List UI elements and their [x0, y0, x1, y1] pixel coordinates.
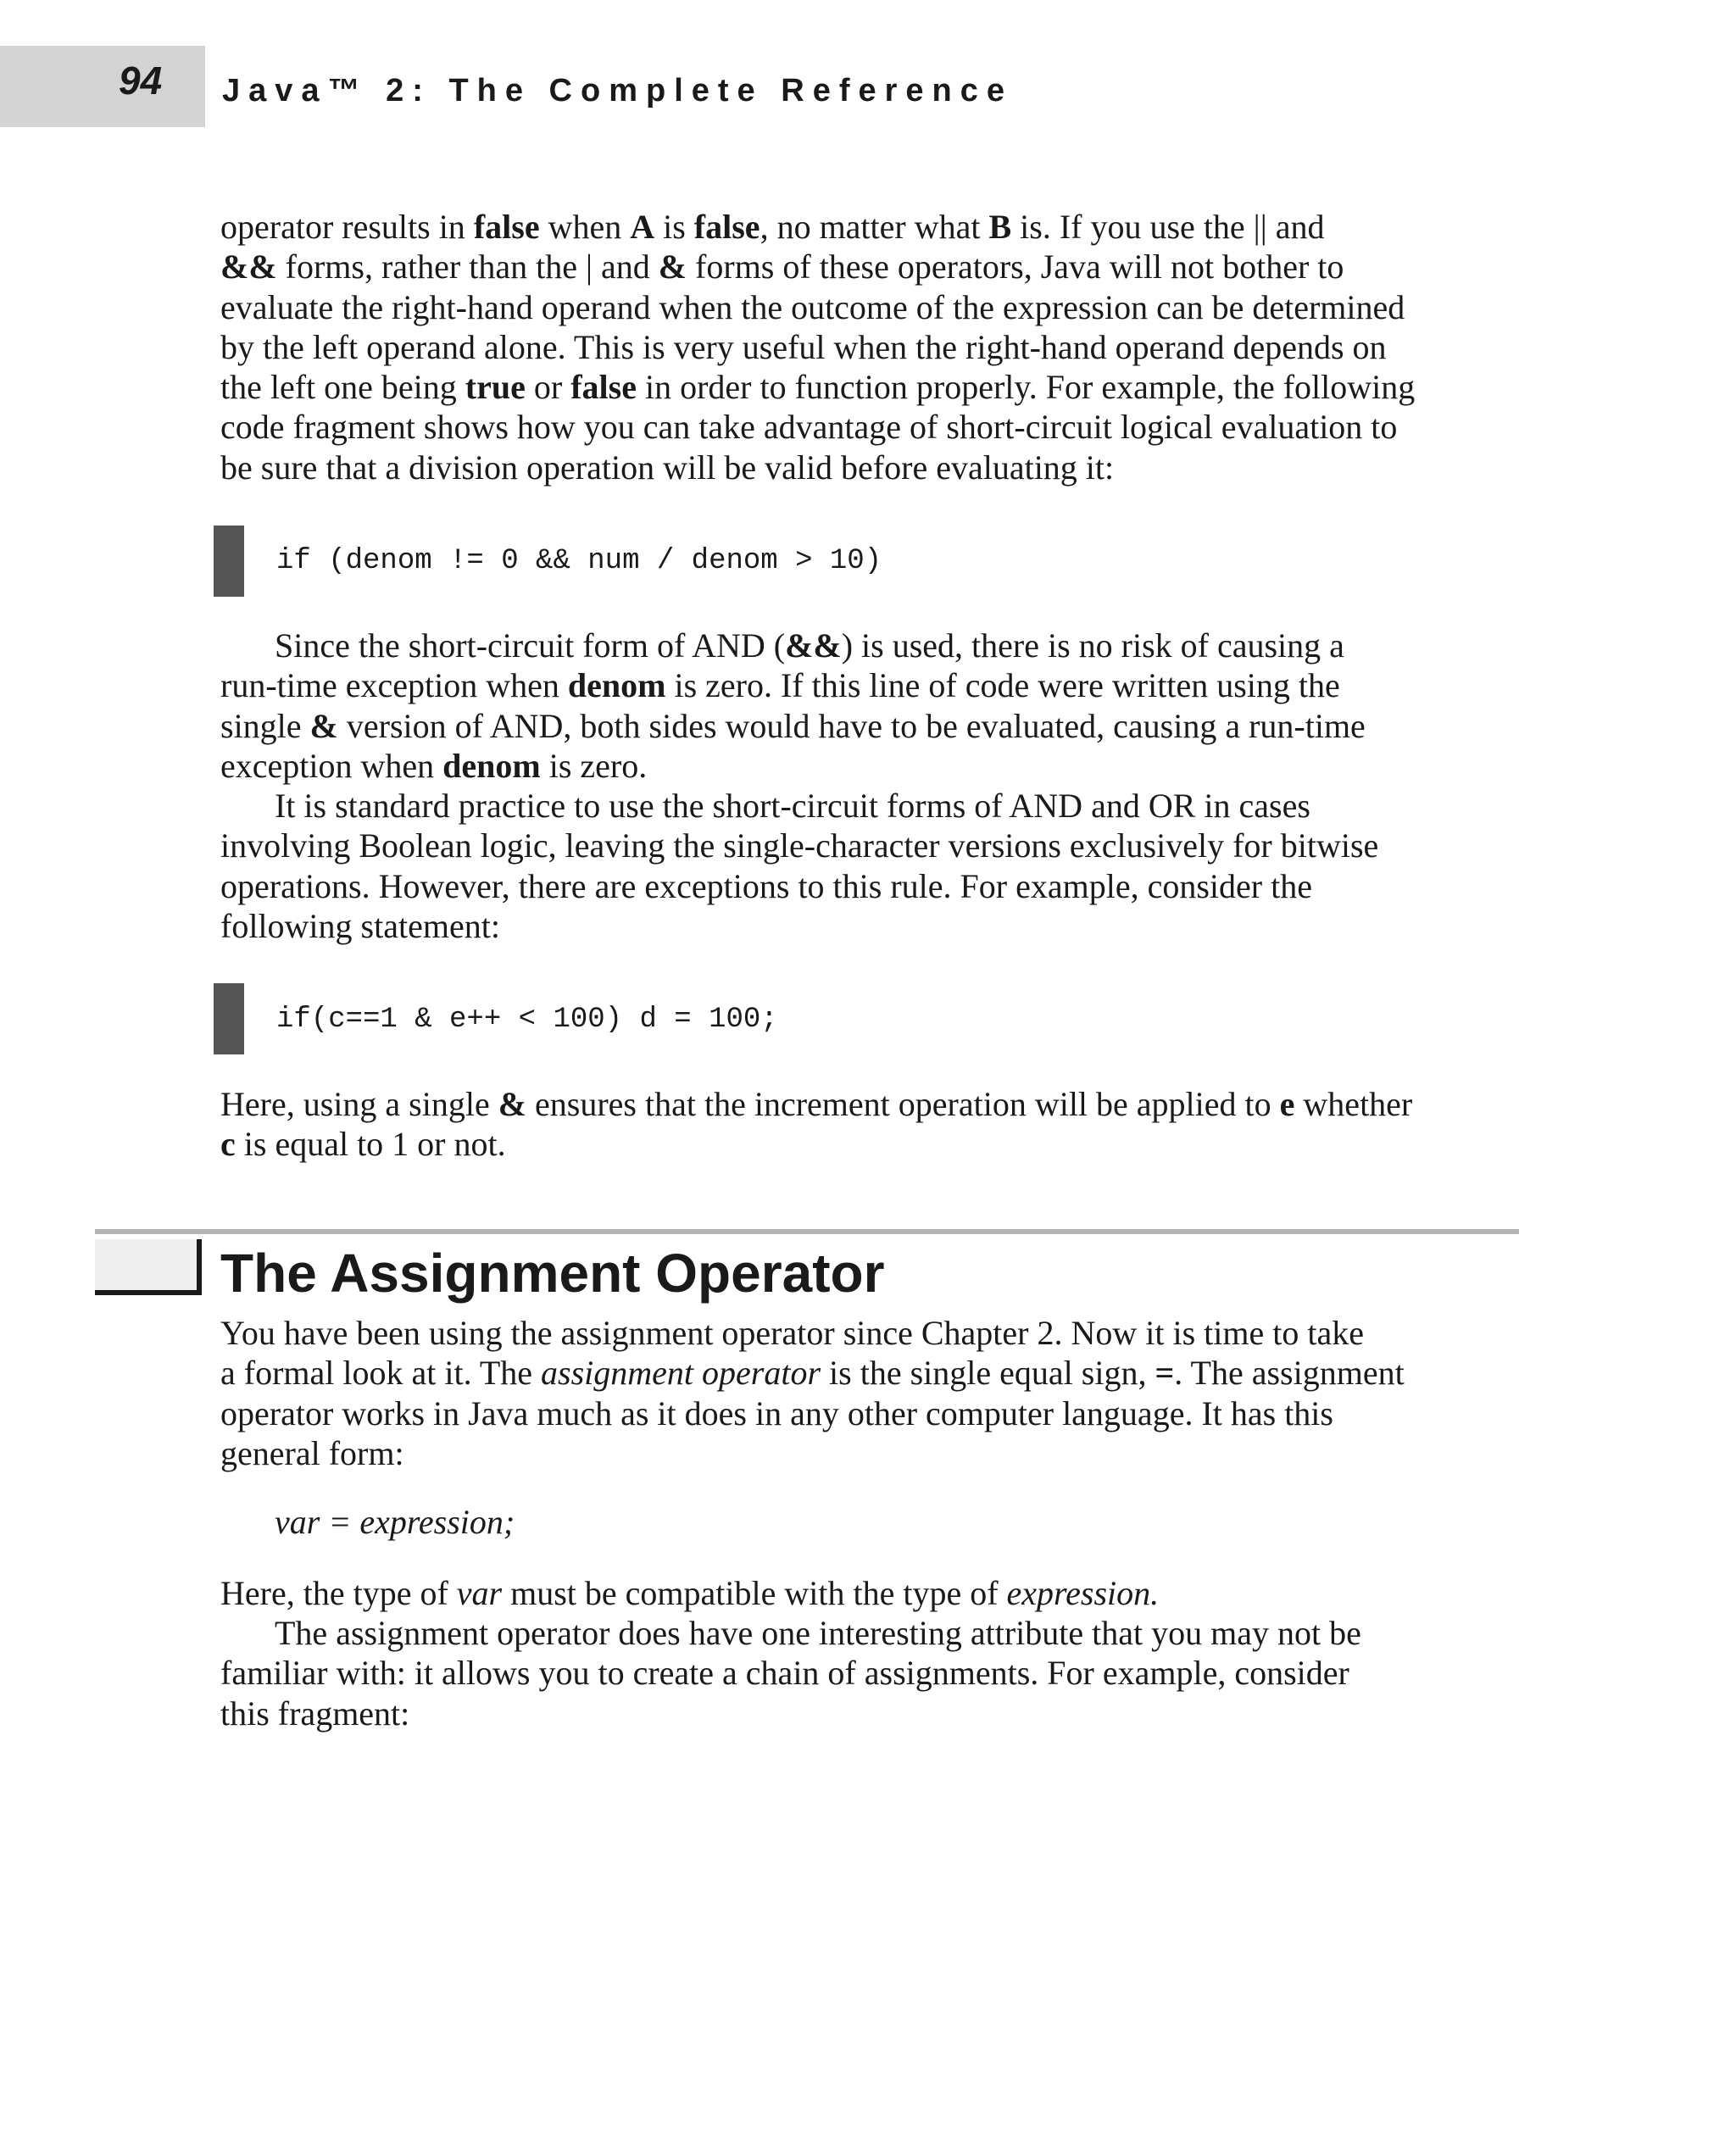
text-line: The assignment operator does have one interesting attribute that you may not be [275, 1614, 1361, 1652]
text-line: code fragment shows how you can take advantage of short-circuit logical evaluation to [220, 408, 1398, 447]
code-marker-bar [214, 526, 244, 597]
text-line: Here, the type of var must be compatible with the type of expression. [220, 1574, 1160, 1612]
text-line: familiar with: it allows you to create a chain of assignments. For example, consider [220, 1654, 1349, 1693]
text-line: Since the short-circuit form of AND (&&) is used, there is no risk of causing a [275, 626, 1344, 665]
section-marker-box [95, 1239, 202, 1295]
text-line: run-time exception when denom is zero. If this line of code were written using the [220, 666, 1340, 705]
general-form: var = expression; [275, 1503, 515, 1541]
text-line: It is standard practice to use the short-circuit forms of AND and OR in cases [275, 787, 1310, 825]
paragraph-denom-explanation [220, 626, 1526, 786]
paragraph-single-ampersand [220, 1084, 1526, 1165]
text-line: You have been using the assignment operator since Chapter 2. Now it is time to take [220, 1314, 1365, 1352]
paragraph-assignment-chain [220, 1613, 1526, 1733]
paragraph-short-circuit [220, 207, 1526, 487]
text-line: the left one being true or false in order to function properly. For example, the following [220, 368, 1416, 407]
paragraph-standard-practice [220, 786, 1526, 946]
text-line: single & version of AND, both sides would have to be evaluated, causing a run-time [220, 706, 1366, 745]
text-line: a formal look at it. The assignment operator is the single equal sign, =. The assignment [220, 1354, 1405, 1393]
running-head: Java™ 2: The Complete Reference [222, 73, 1014, 108]
text-line: involving Boolean logic, leaving the single-character versions exclusively for bitwise [220, 826, 1379, 865]
text-line: operator works in Java much as it does in any other computer language. It has this [220, 1393, 1333, 1432]
code-marker-bar [214, 983, 244, 1054]
page-number-tab [0, 46, 205, 127]
text-line: be sure that a division operation will be valid before evaluating it: [220, 448, 1115, 487]
text-line: evaluate the right-hand operand when the outcome of the expression can be determined [220, 287, 1405, 326]
text-line: c is equal to 1 or not. [220, 1125, 506, 1164]
code-listing: if(c==1 & e++ < 100) d = 100; [276, 1004, 778, 1036]
text-line: operator results in false when A is false, no matter what B is. If you use the || and [220, 208, 1325, 246]
paragraph-assignment-intro [220, 1313, 1526, 1473]
text-line: following statement: [220, 906, 500, 945]
text-line: general form: [220, 1433, 404, 1472]
text-line: exception when denom is zero. [220, 746, 648, 785]
paragraph-type-compatibility [220, 1573, 1526, 1613]
text-line: by the left operand alone. This is very useful when the right-hand operand depends on [220, 327, 1387, 366]
section-heading: The Assignment Operator [220, 1243, 885, 1304]
text-line: Here, using a single & ensures that the increment operation will be applied to e whether [220, 1085, 1413, 1123]
section-rule [95, 1229, 1519, 1234]
code-listing: if (denom != 0 && num / denom > 10) [276, 545, 882, 577]
text-line: && forms, rather than the | and & forms of these operators, Java will not bother to [220, 248, 1344, 286]
text-line: this fragment: [220, 1694, 410, 1733]
text-line: operations. However, there are exceptions to this rule. For example, consider the [220, 866, 1312, 905]
page-number: 94 [119, 58, 163, 103]
